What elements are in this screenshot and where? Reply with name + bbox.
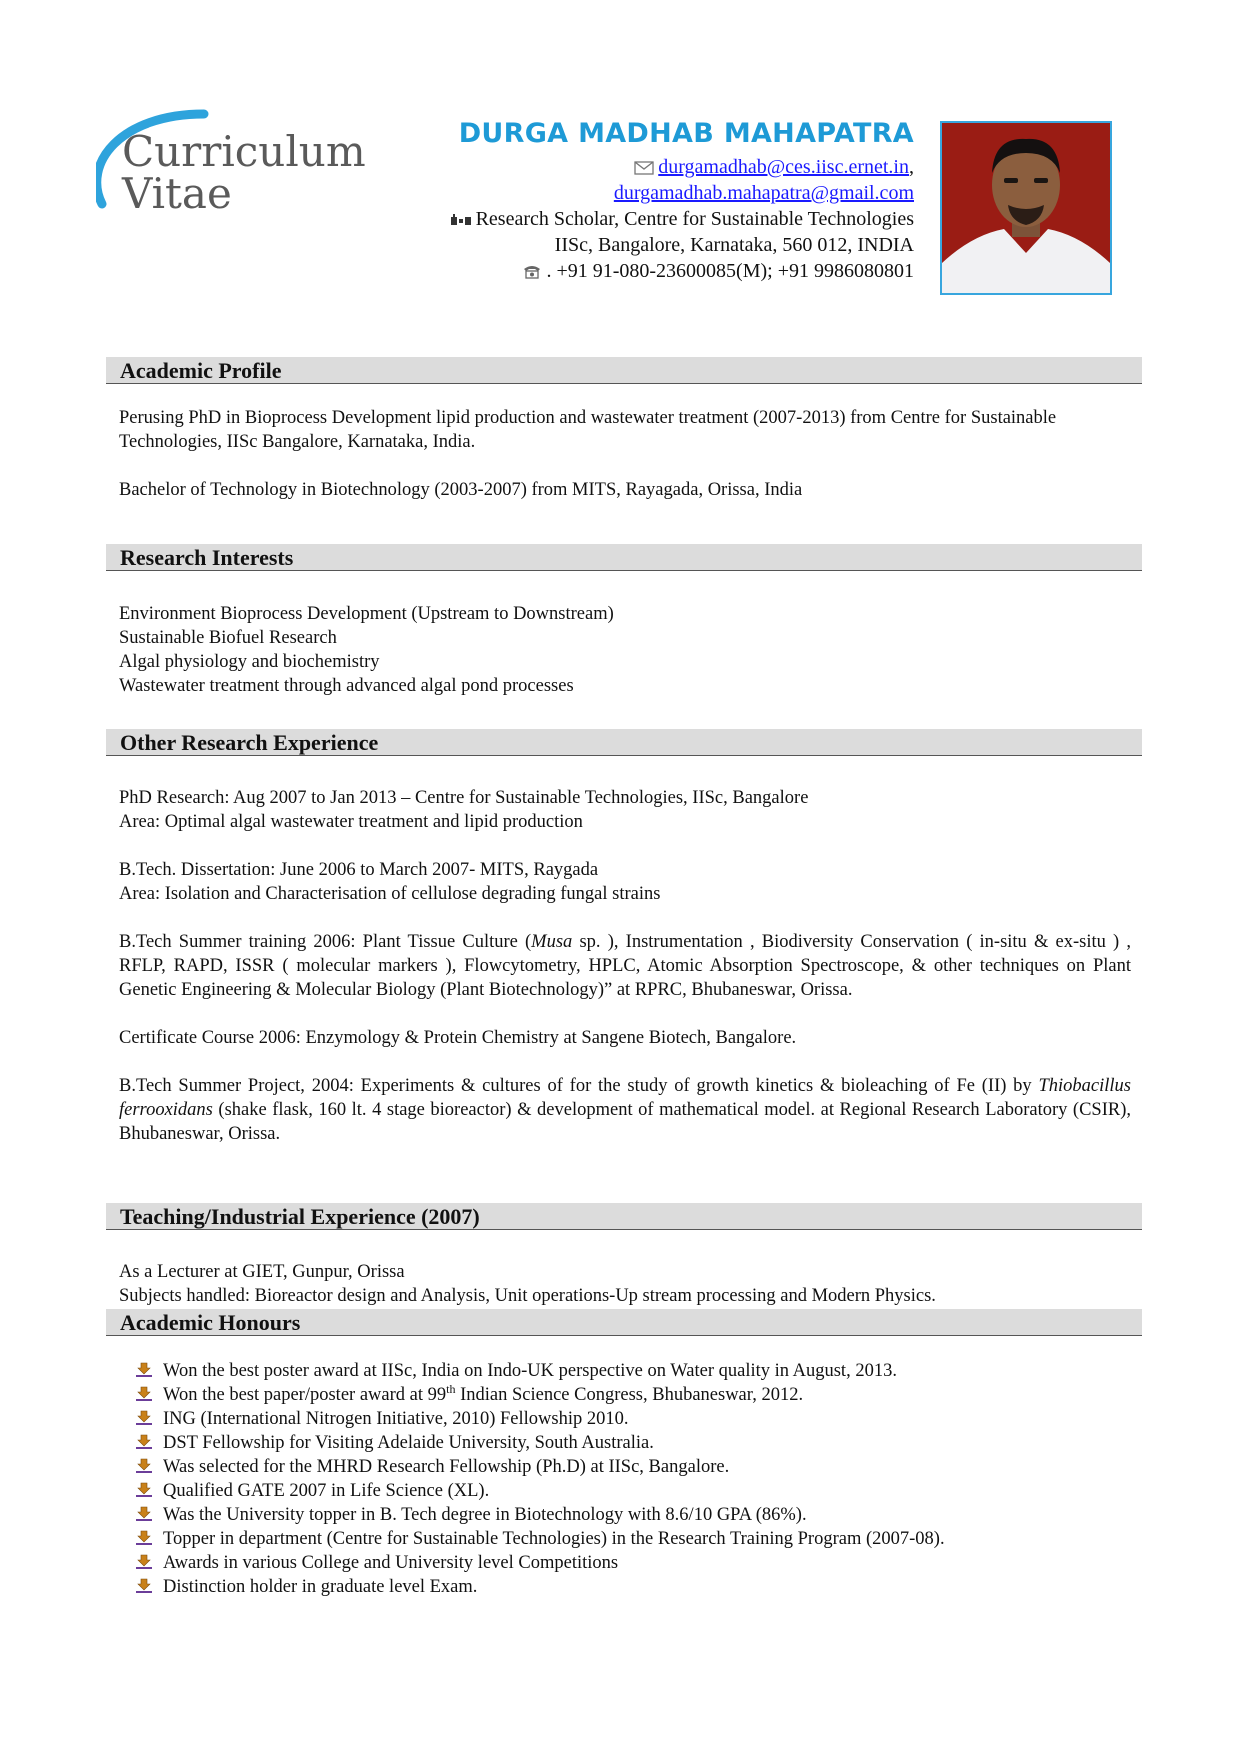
section-header-academic-profile	[106, 357, 1142, 384]
list-item: Won the best poster award at IISc, India on Indo-UK perspective on Water quality in August, 2013.	[135, 1359, 945, 1383]
honours-list	[135, 1359, 945, 1599]
list-item: Topper in department (Centre for Sustainable Technologies) in the Research Training Program (2007-08).	[135, 1527, 945, 1551]
section-title: Academic Profile	[120, 358, 282, 383]
down-arrow-bullet-icon	[135, 1530, 153, 1546]
section-header-other-research	[106, 729, 1142, 756]
section-title: Research Interests	[120, 545, 294, 570]
svg-text:Curriculum: Curriculum	[122, 127, 366, 176]
email-link-primary[interactable]: durgamadhab@ces.iisc.ernet.in	[658, 156, 909, 178]
paragraph-phd: Perusing PhD in Bioprocess Development lipid production and wastewater treatment (2007-2013) from Centre for Sustainable Technologies, IISc Bangalore, Karnataka, India.	[119, 408, 1057, 452]
down-arrow-bullet-icon	[135, 1458, 153, 1474]
teaching-content	[119, 1260, 1131, 1308]
list-item: ING (International Nitrogen Initiative, 2010) Fellowship 2010.	[135, 1407, 945, 1431]
briefcase-icon	[450, 213, 472, 227]
list-item: Was the University topper in B. Tech degree in Biotechnology with 8.6/10 GPA (86%).	[135, 1503, 945, 1527]
list-item: Sustainable Biofuel Research	[119, 628, 337, 648]
lecturer-line: As a Lecturer at GIET, Gunpur, Orissa	[119, 1262, 405, 1282]
down-arrow-bullet-icon	[135, 1434, 153, 1450]
list-item: Algal physiology and biochemistry	[119, 652, 380, 672]
down-arrow-bullet-icon	[135, 1362, 153, 1378]
position-text: Research Scholar, Centre for Sustainable Technologies	[475, 208, 914, 230]
email-link-secondary[interactable]: durgamadhab.mahapatra@gmail.com	[613, 182, 914, 204]
list-item: Distinction holder in graduate level Exam.	[135, 1575, 945, 1599]
email-separator: ,	[909, 156, 914, 178]
envelope-icon	[634, 161, 654, 175]
telephone-icon	[522, 263, 542, 279]
down-arrow-bullet-icon	[135, 1386, 153, 1402]
contact-block	[450, 116, 914, 284]
cv-logo-graphic	[96, 108, 396, 218]
profile-photo	[940, 121, 1112, 295]
phd-research-line: PhD Research: Aug 2007 to Jan 2013 – Centre for Sustainable Technologies, IISc, Bangalore	[119, 788, 809, 808]
section-title: Academic Honours	[120, 1310, 301, 1335]
list-item: Qualified GATE 2007 in Life Science (XL).	[135, 1479, 945, 1503]
phd-area-line: Area: Optimal algal wastewater treatment and lipid production	[119, 812, 583, 832]
svg-text:Vitae: Vitae	[122, 169, 232, 218]
list-item: Environment Bioprocess Development (Upstream to Downstream)	[119, 604, 614, 624]
phone-text: . +91 91-080-23600085(M); +91 9986080801	[546, 260, 914, 282]
summer-project-paragraph: B.Tech Summer Project, 2004: Experiments & cultures of for the study of growth kinetics & bioleaching of Fe (II) by Thiobacillus ferrooxidans (shake flask, 160 lt. 4 stage bioreactor) & development of mathematical model. at Regional Research Laboratory (CSIR), Bhubaneswar, Orissa.	[119, 1076, 1131, 1144]
curriculum-vitae-logo	[96, 108, 396, 218]
btech-dissertation-line: B.Tech. Dissertation: June 2006 to March 2007- MITS, Raygada	[119, 860, 599, 880]
summer-training-paragraph: B.Tech Summer training 2006: Plant Tissue Culture (Musa sp. ), Instrumentation , Biodiversity Conservation ( in-situ & ex-situ ) , RFLP, RAPD, ISSR ( molecular markers ), Flowcytometry, HPLC, Atomic Absorption Spectroscope, & other techniques on Plant Genetic Engineering & Molecular Biology (Plant Biotechnology)” at RPRC, Bhubaneswar, Orissa.	[119, 932, 1131, 1000]
paragraph-btech: Bachelor of Technology in Biotechnology (2003-2007) from MITS, Rayagada, Orissa, India	[119, 480, 803, 500]
list-item: Awards in various College and University level Competitions	[135, 1551, 945, 1575]
list-item: Won the best paper/poster award at 99th Indian Science Congress, Bhubaneswar, 2012.	[135, 1383, 945, 1407]
list-item: Was selected for the MHRD Research Fellowship (Ph.D) at IISc, Bangalore.	[135, 1455, 945, 1479]
down-arrow-bullet-icon	[135, 1482, 153, 1498]
profile-photo-image	[942, 123, 1110, 293]
section-header-teaching	[106, 1203, 1142, 1230]
other-research-content	[119, 786, 1131, 1146]
section-title: Other Research Experience	[120, 730, 379, 755]
down-arrow-bullet-icon	[135, 1554, 153, 1570]
list-item: Wastewater treatment through advanced algal pond processes	[119, 676, 574, 696]
section-header-research-interests	[106, 544, 1142, 571]
academic-profile-content	[119, 406, 1131, 502]
subjects-line: Subjects handled: Bioreactor design and Analysis, Unit operations-Up stream processing and Modern Physics.	[119, 1286, 936, 1306]
section-header-academic-honours	[106, 1309, 1142, 1336]
down-arrow-bullet-icon	[135, 1578, 153, 1594]
section-title: Teaching/Industrial Experience (2007)	[120, 1204, 480, 1229]
down-arrow-bullet-icon	[135, 1506, 153, 1522]
list-item: DST Fellowship for Visiting Adelaide University, South Australia.	[135, 1431, 945, 1455]
address-text: IISc, Bangalore, Karnataka, 560 012, INDIA	[554, 234, 914, 256]
certificate-course-line: Certificate Course 2006: Enzymology & Protein Chemistry at Sangene Biotech, Bangalore.	[119, 1028, 797, 1048]
down-arrow-bullet-icon	[135, 1410, 153, 1426]
btech-area-line: Area: Isolation and Characterisation of cellulose degrading fungal strains	[119, 884, 661, 904]
candidate-name: DURGA MADHAB MAHAPATRA	[458, 118, 914, 149]
research-interests-content	[119, 602, 1131, 698]
